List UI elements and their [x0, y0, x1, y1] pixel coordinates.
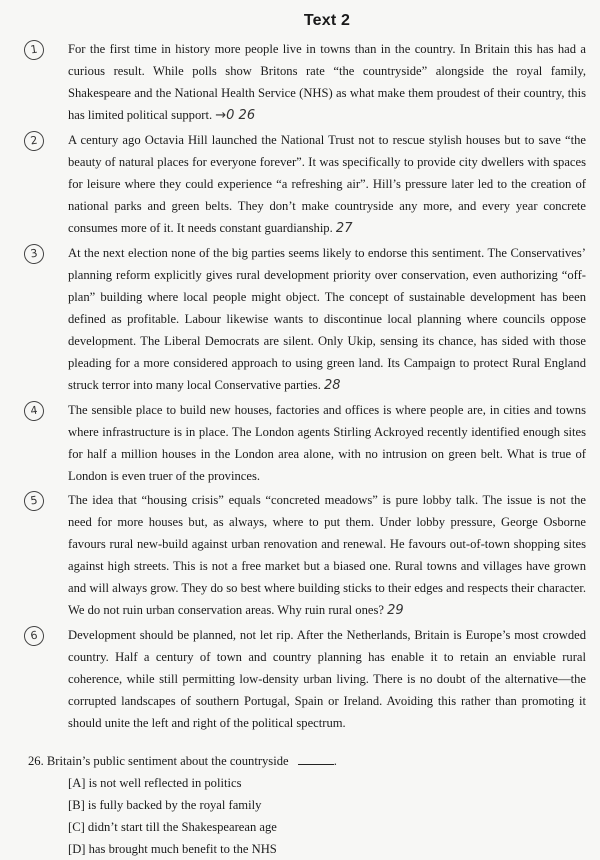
handwritten-note: →0 26: [215, 108, 256, 123]
option-b[interactable]: [B] is fully backed by the royal family: [68, 798, 262, 812]
answer-options: [68, 772, 586, 860]
paragraph-text: A century ago Octavia Hill launched the National Trust not to rescue stylish houses but to save “the beauty of natural places for everyone forever”. It was specifically to provide city dwellers with spaces for leisure where they could experience “a refreshing air”. Hill’s pressure later led to the creation of national parks and green belts. They don’t make countryside any more, and every year concrete consumes more of it. It needs constant guardianship.: [68, 133, 586, 235]
paragraph-1: [29, 38, 586, 127]
paragraph-number-mark: 6: [23, 625, 46, 648]
paragraph-text: Development should be planned, not let rip. After the Netherlands, Britain is Europe’s most crowded country. Half a century of town and country planning has enable it to retain an enviable rural coherence, while still permitting low-density urban living. There is no doubt of the alternative—the corrupted landscapes of southern Portugal, Spain or Ireland. Avoiding this rather than promoting it should unite the left and right of the political spectrum.: [68, 628, 586, 730]
text-title: Text 2: [303, 12, 351, 29]
paragraph-number-mark: 1: [23, 39, 46, 62]
handwritten-note: 29: [387, 603, 404, 618]
paragraph-number-mark: 4: [23, 400, 46, 423]
paragraph-number-mark: 3: [23, 243, 46, 266]
handwritten-note: 28: [324, 378, 341, 393]
paragraph-6: [29, 624, 586, 734]
question-text: Britain’s public sentiment about the countryside: [46, 754, 289, 768]
option-a[interactable]: [A] is not well reflected in politics: [68, 776, 242, 790]
paragraph-5: [29, 489, 586, 622]
option-d[interactable]: [D] has brought much benefit to the NHS: [68, 842, 277, 856]
option-c[interactable]: [C] didn’t start till the Shakespearean age: [68, 820, 277, 834]
paragraph-text: The sensible place to build new houses, factories and offices is where people are, in cities and towns where infrastructure is in place. The London agents Stirling Ackroyed recently identified enough sites for half a million houses in the London area alone, with no intrusion on green belt. What is true of London is even truer of the provinces.: [68, 403, 586, 483]
handwritten-note: 27: [335, 221, 353, 236]
answer-blank: [298, 764, 334, 765]
paragraph-2: [29, 129, 586, 240]
question-stem: 26. Britain’s public sentiment about the countryside .: [28, 754, 337, 768]
question-26: [28, 750, 586, 860]
paragraph-number-mark: 2: [23, 130, 46, 153]
paragraph-number-mark: 5: [23, 490, 46, 513]
question-number: 26.: [28, 754, 44, 768]
paragraph-text: For the first time in history more people live in towns than in the country. In Britain this has had a curious result. While polls show Britons rate “the countryside” alongside the royal family, Shakespeare and the National Health Service (NHS) as what make them proudest of their country, this has limited political support.: [68, 42, 586, 122]
paragraph-text: At the next election none of the big parties seems likely to endorse this sentiment. The Conservatives’ planning reform explicitly gives rural development priority over conservation, even authorizing “off-plan” building where local people might object. The concept of sustainable development has been defined as profitable. Labour likewise wants to discontinue local planning where councils oppose development. The Liberal Democrats are silent. Only Ukip, sensing its chance, has sided with those pleading for a more considered approach to using green land. Its Campaign to protect Rural England struck terror into many local Conservative parties.: [68, 246, 586, 392]
paragraph-4: [29, 399, 586, 487]
paragraph-3: [29, 242, 586, 397]
paragraph-text: The idea that “housing crisis” equals “concreted meadows” is pure lobby talk. The issue is not the need for more houses but, as always, where to put them. Under lobby pressure, George Osborne favours rural new-build against urban renovation and renewal. He favours out-of-town shopping sites against high streets. This is not a free market but a biased one. Rural towns and villages have grown and will always grow. They do so best where building sticks to their edges and respects their character. We do not ruin urban conservation areas. Why ruin rural ones?: [68, 493, 586, 617]
